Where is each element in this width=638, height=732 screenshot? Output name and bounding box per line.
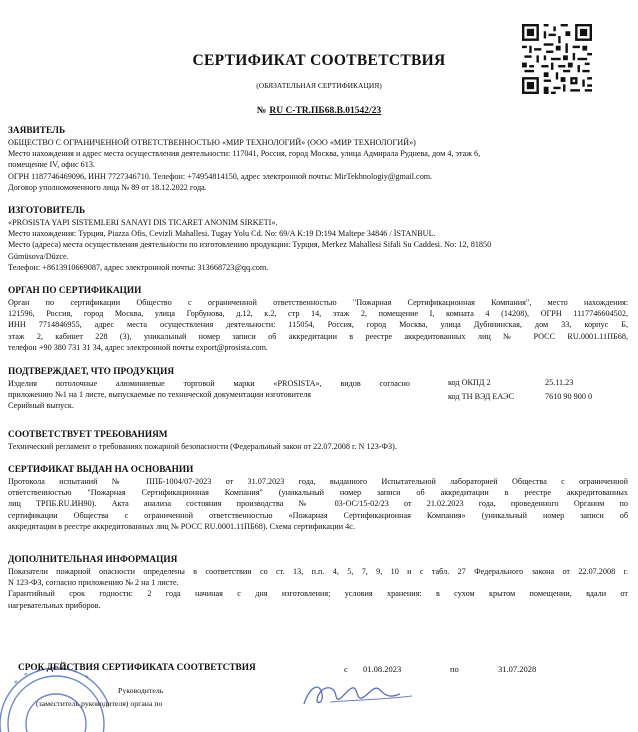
okpd-code-label: код ОКПД 2 [448,378,491,387]
requirements-text [8,441,628,452]
certification-body-line: 121596, Россия, город Москва, улица Горбунова, д.12, к.2, стр 14, этаж 2, помещение I, комната 4 (14208), ОГРН 1117746604502, [8,309,628,319]
manufacturer-line: Gümüsova/Düzce. [8,251,69,261]
product-line: приложению №1 на 1 листе, выпускаемые по технической документации изготовителя [8,390,312,400]
applicant-text [8,137,628,193]
manufacturer-text [8,217,628,273]
validity-from-date: 01.08.2023 [363,664,402,674]
basis-heading: СЕРТИФИКАТ ВЫДАН НА ОСНОВАНИИ [8,465,194,475]
additional-info-line: нагревательных приборов. [8,600,101,610]
additional-info-heading: ДОПОЛНИТЕЛЬНАЯ ИНФОРМАЦИЯ [8,555,178,565]
certification-body-line: ИНН 7714846955, адрес места осуществления деятельности: 115054, Россия, город Москва, улица Дубининская, дом 33, корпус Б, [8,320,628,330]
manufacturer-line: Место нахождения: Турция, Piazza Ofis, Cevizli Mahallesi. Tugay Yolu Cd. No: 69/A K:19 D:194 Maltepe 34846 / İSTANBUL. [8,229,436,239]
certification-body-line: Орган по сертификации Общество с ограниченной ответственностью "Пожарная Сертификационная Компания", место нахождения: [8,298,628,307]
certificate-title: СЕРТИФИКАТ СООТВЕТСТВИЯ [192,52,446,69]
validity-from-label: с [344,664,348,674]
additional-info-line: Гарантийный срок годности: 2 года начиная с дня изготовления; условия хранения: в сухом крытом помещении, вдали от [8,589,628,599]
signature-icon [300,676,420,710]
certification-body-text [8,297,628,353]
basis-line: сертификации Общества с ограниченной ответственностью «Пожарная Сертификационная Компания» (уникальный номер записи об [8,510,628,520]
product-line: Изделия потолочные алюминиевые торговой марки «PROSISTA», видов согласно [8,379,410,388]
certification-body-line: этаж 2, кабинет 228 (3), уникальный номер записи об аккредитации в реестре аккредитованных лиц № РОСС RU.0001.11ПБ68, [8,331,628,341]
certification-body-heading: ОРГАН ПО СЕРТИФИКАЦИИ [8,286,142,296]
validity-to-date: 31.07.2028 [498,664,537,674]
additional-info-line: Показатели пожарной опасности определены в соответствии со ст. 13, п.п. 4, 5, 7, 9, 10 и с табл. 27 Федерального закона от 22.07.2008 г. [8,567,628,576]
number-value: RU C-TR.ПБ68.В.01542/23 [269,106,382,116]
tnved-code-label: код ТН ВЭД ЕАЭС [448,392,514,401]
manufacturer-heading: ИЗГОТОВИТЕЛЬ [8,206,86,216]
tnved-code-value: 7610 90 900 0 [545,392,593,401]
additional-info-line: N 123-ФЗ, согласно приложению № 2 на 1 листе. [8,578,179,588]
signatory-role: Руководитель [118,686,164,695]
validity-to-label: по [450,664,459,674]
certificate-number [0,106,638,116]
basis-text [8,476,628,532]
requirements-heading: СООТВЕТСТВУЕТ ТРЕБОВАНИЯМ [8,430,168,440]
manufacturer-line: Место (адреса) места осуществления деятельности по изготовлению продукции: Турция, Merkez Mahallesi Sifali Su Caddesi. No: 12, 81850 [8,240,492,250]
applicant-line: Место нахождения и адрес места осуществления деятельности: 117041, Россия, город Москва, улица Адмирала Руднева, дом 4, этаж 6, [8,149,481,159]
applicant-line: Договор уполномоченного лица № 89 от 18.12.2022 года. [8,182,207,192]
applicant-line: помещение IV, офис 613. [8,160,95,170]
additional-info-text [8,566,628,611]
signatory-role-note: (заместитель руководителя) органа по [36,699,163,708]
applicant-line: ОБЩЕСТВО С ОГРАНИЧЕННОЙ ОТВЕТСТВЕННОСТЬЮ «МИР ТЕХНОЛОГИЙ» (ООО «МИР ТЕХНОЛОГИЙ») [8,138,416,147]
basis-line: лиц ТРПБ.RU.ИН90). Акта анализа состояния производства № 03-ОС/15-02/23 от 21.02.2023 года, проведенного Органом по [8,499,628,509]
applicant-heading: ЗАЯВИТЕЛЬ [8,126,66,136]
manufacturer-line: «PROSISTA YAPI SISTEMLERI SANAYI DIS TICARET ANONIM SIRKETI». [8,218,278,227]
number-prefix: № [256,106,267,116]
validity-heading: СРОК ДЕЙСТВИЯ СЕРТИФИКАТА СООТВЕТСТВИЯ [18,663,256,673]
basis-line: Протокола испытаний № ППБ-1004/07-2023 от 31.07.2023 года, выданного Испытательной лабораторией Общества с ограниченной [8,477,628,486]
okpd-code-value: 25.11.23 [545,378,574,387]
basis-line: аккредитации в реестре аккредитованных лиц № РОСС RU.0001.11ПБ68). Схема сертификации 4с. [8,521,355,531]
product-heading: ПОДТВЕРЖДАЕТ, ЧТО ПРОДУКЦИЯ [8,367,175,377]
certificate-subtitle: (ОБЯЗАТЕЛЬНАЯ СЕРТИФИКАЦИЯ) [256,81,382,90]
requirements-line: Технический регламент о требованиях пожарной безопасности (Федеральный закон от 22.07.2008 г. N 123-ФЗ). [8,442,397,451]
certification-body-line: телефон +90 380 731 31 34, адрес электронной почты export@prosista.com. [8,342,269,352]
product-text [8,378,410,412]
applicant-line: ОГРН 1187746469096, ИНН 7727346710. Телефон: +74954814150, адрес электронной почты: MirTekhnologiy@gmail.com. [8,171,433,181]
product-line: Серийный выпуск. [8,401,74,411]
manufacturer-line: Телефон: +8613910669087, адрес электронной почты: 313668723@qq.com. [8,262,269,272]
basis-line: ответственностью "Пожарная Сертификационная Компания" (уникальный номер записи об аккредитации в реестре аккредитованных [8,488,628,498]
